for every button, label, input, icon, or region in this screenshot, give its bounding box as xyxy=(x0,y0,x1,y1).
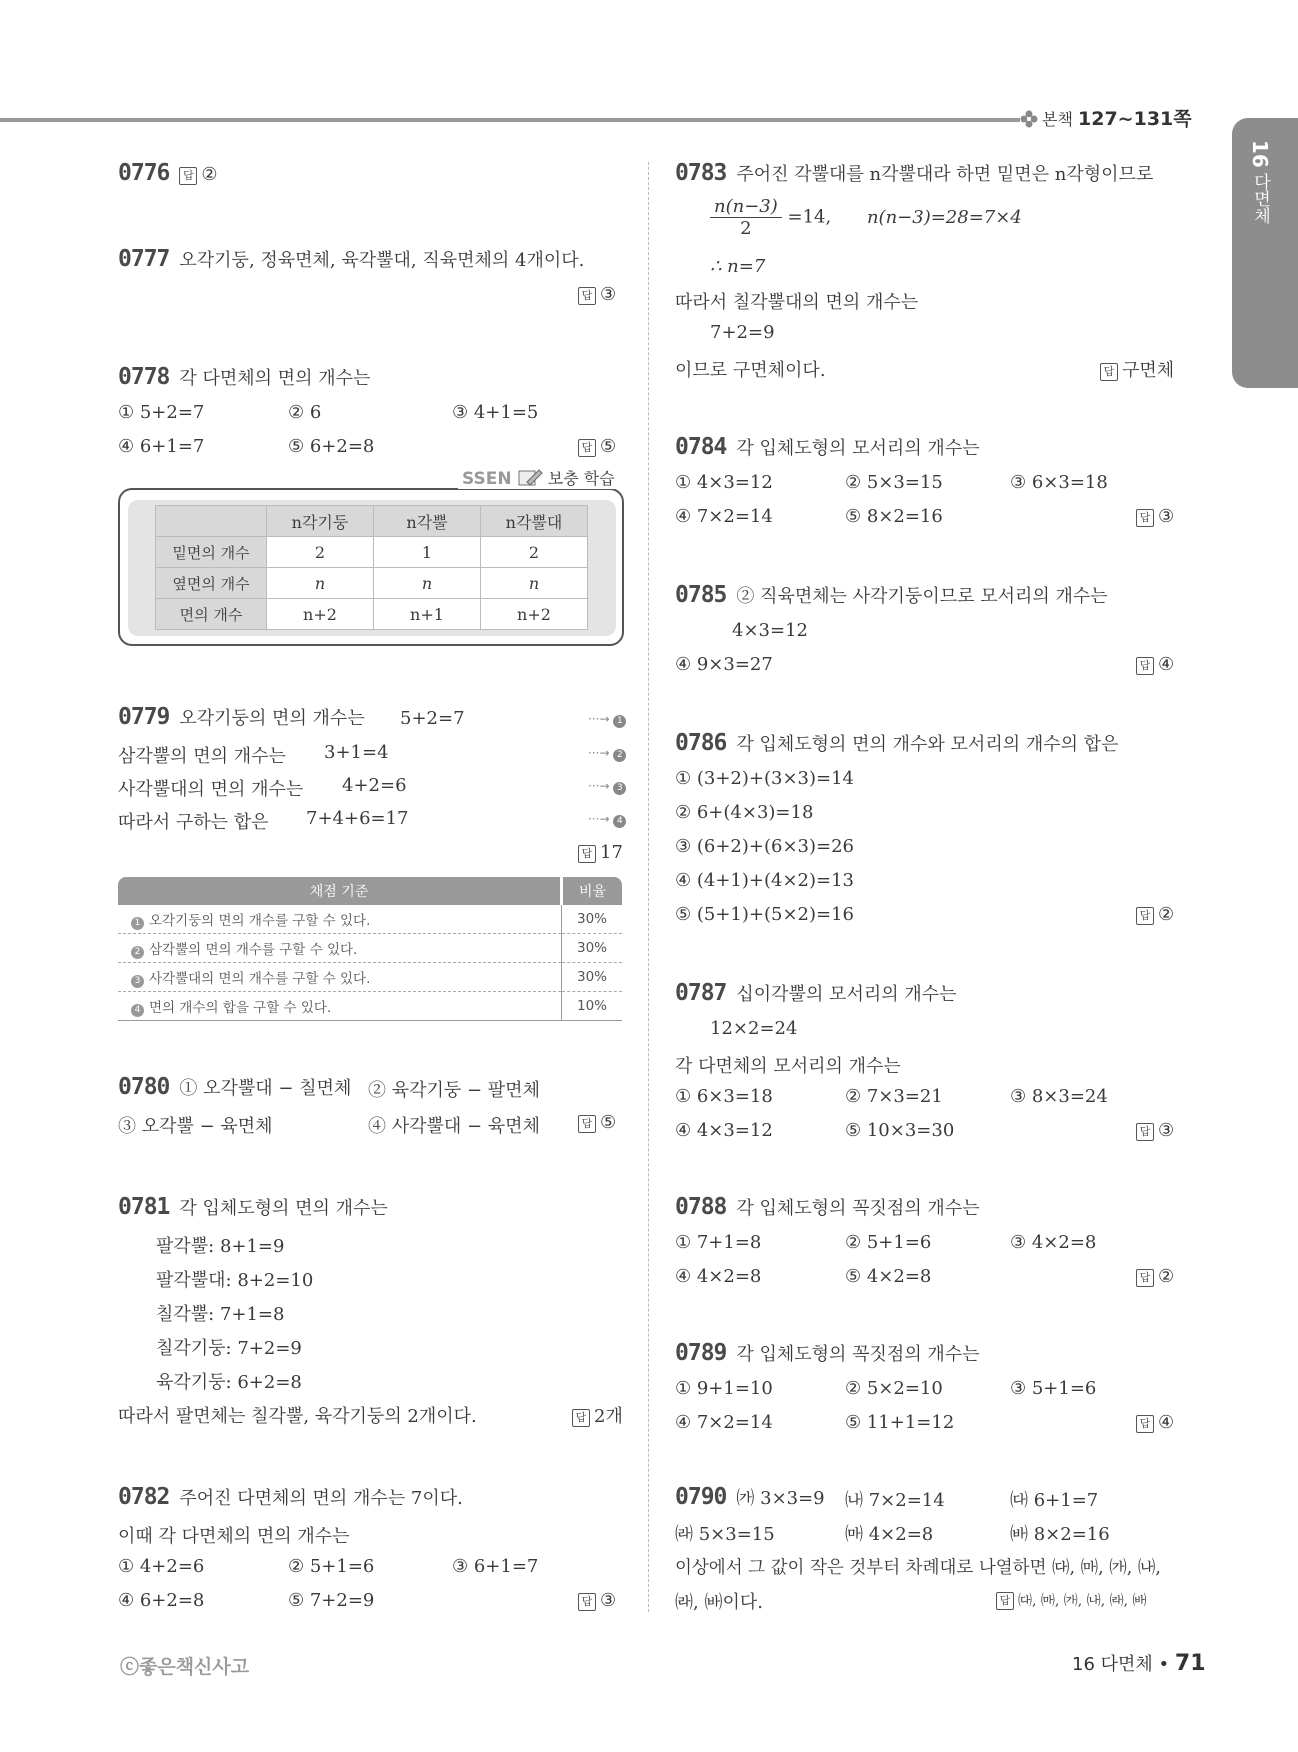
line-2: ㈑, ㈓이다. xyxy=(675,1592,763,1613)
line-4: 칠각기둥: 7+2=9 xyxy=(156,1338,302,1359)
item-b: ㈏ 7×2=14 xyxy=(845,1490,945,1511)
option-4: ④ (4+1)+(4×2)=13 xyxy=(675,870,854,891)
answer-0790: 답 ㈐, ㈒, ㈎, ㈏, ㈑, ㈓ xyxy=(996,1590,1147,1610)
option-5: ⑤ 7+2=9 xyxy=(288,1590,375,1611)
page-footer: 16 다면체 • 71 xyxy=(1072,1651,1206,1676)
line-5: 육각기둥: 6+2=8 xyxy=(156,1372,302,1393)
option-3: ③ 6+1=7 xyxy=(452,1556,539,1577)
line-3: 사각뿔대의 면의 개수는 xyxy=(118,779,304,800)
option-1: ① 4+2=6 xyxy=(118,1556,205,1577)
option-1: ① 5+2=7 xyxy=(118,402,205,423)
line-6: 따라서 팔면체는 칠각뿔, 육각기둥의 2개이다. xyxy=(118,1406,477,1427)
header-rule xyxy=(0,118,1020,122)
option-2: ② 6+(4×3)=18 xyxy=(675,802,814,823)
line-5: 이므로 구면체이다. xyxy=(675,360,826,381)
flower-icon xyxy=(1020,110,1038,128)
calc-3: 4+2=6 xyxy=(342,775,407,796)
row-label: 면의 개수 xyxy=(156,599,267,630)
problem-0783: 0783 주어진 각뿔대를 n각뿔대라 하면 밑면은 n각형이므로 xyxy=(675,160,1154,186)
option-5: ⑤ 4×2=8 xyxy=(845,1266,932,1287)
option-4: ④ 6+2=8 xyxy=(118,1590,205,1611)
problem-0782: 0782 주어진 다면체의 면의 개수는 7이다. xyxy=(118,1484,463,1510)
publisher-logo: ⓒ좋은책신사고 xyxy=(120,1656,250,1678)
line-2: 팔각뿔대: 8+2=10 xyxy=(156,1270,314,1291)
step-marker-1: ···→ 1 xyxy=(588,712,626,728)
option-1: ① 4×3=12 xyxy=(675,472,773,493)
item-f: ㈓ 8×2=16 xyxy=(1010,1524,1110,1545)
header-cell: n각기둥 xyxy=(267,506,374,537)
answer-icon: 답 xyxy=(1136,657,1154,675)
answer-icon: 답 xyxy=(578,287,596,305)
line-2: 각 다면체의 모서리의 개수는 xyxy=(675,1056,901,1077)
option-2: ② 6 xyxy=(288,402,322,423)
answer-icon: 답 xyxy=(1136,509,1154,527)
pencil-note-icon xyxy=(517,468,543,488)
option-5: ⑤ 8×2=16 xyxy=(845,506,943,527)
page-reference: 본책 127~131쪽 xyxy=(1020,104,1192,131)
answer-0779: 답 17 xyxy=(578,842,623,863)
problem-0789: 0789 각 입체도형의 꼭짓점의 개수는 xyxy=(675,1340,980,1366)
option-4: ④ 사각뿔대 − 육면체 xyxy=(368,1116,540,1137)
option-1: ① 7+1=8 xyxy=(675,1232,762,1253)
answer-0789: 답 ④ xyxy=(1136,1412,1174,1433)
answer-icon: 답 xyxy=(578,845,596,863)
column-divider xyxy=(648,162,649,1612)
table-cell: 2 xyxy=(267,537,374,568)
problem-0785: 0785 ② 직육면체는 사각기둥이므로 모서리의 개수는 xyxy=(675,582,1108,608)
answer-icon: 답 xyxy=(1100,363,1118,381)
answer-0782: 답 ③ xyxy=(578,1590,616,1611)
answer-icon: 답 xyxy=(578,1115,596,1133)
problem-0787: 0787 십이각뿔의 모서리의 개수는 xyxy=(675,980,957,1006)
problem-0786: 0786 각 입체도형의 면의 개수와 모서리의 개수의 합은 xyxy=(675,730,1119,756)
option-4: ④ 4×3=12 xyxy=(675,1120,773,1141)
option-4: ④ 7×2=14 xyxy=(675,506,773,527)
line-1: 팔각뿔: 8+1=9 xyxy=(156,1236,285,1257)
answer-icon: 답 xyxy=(996,1592,1014,1610)
calc-1: 5+2=7 xyxy=(400,708,465,729)
option-2: ② 5×2=10 xyxy=(845,1378,943,1399)
answer-0784: 답 ③ xyxy=(1136,506,1174,527)
fraction: $\frac{n(n-3)}{2}$ xyxy=(710,196,782,239)
problem-0790: 0790 ㈎ 3×3=9 xyxy=(675,1484,825,1510)
option-3: ③ 6×3=18 xyxy=(1010,472,1108,493)
table-cell: 2 xyxy=(481,537,588,568)
option-3: ③ 오각뿔 − 육면체 xyxy=(118,1116,273,1137)
corner-cell xyxy=(156,506,267,537)
table-cell: n+2 xyxy=(267,599,374,630)
option-3: ③ 5+1=6 xyxy=(1010,1378,1097,1399)
option-3: ③ 4+1=5 xyxy=(452,402,539,423)
header-cell: n각뿔 xyxy=(374,506,481,537)
header-cell: n각뿔대 xyxy=(481,506,588,537)
problem-0784: 0784 각 입체도형의 모서리의 개수는 xyxy=(675,434,980,460)
ssen-table xyxy=(155,505,588,630)
step-marker-2: ···→ 2 xyxy=(588,746,626,762)
problem-0777: 0777 오각기둥, 정육면체, 육각뿔대, 직육면체의 4개이다. xyxy=(118,246,585,272)
table-cell: 1 xyxy=(374,537,481,568)
option-1: ① 6×3=18 xyxy=(675,1086,773,1107)
table-cell: n xyxy=(374,568,481,599)
answer-0778: 답 ⑤ xyxy=(578,436,616,457)
option-5: ⑤ 6+2=8 xyxy=(288,436,375,457)
line-2: ∴ n=7 xyxy=(710,256,766,277)
option-4: ④ 6+1=7 xyxy=(118,436,205,457)
chapter-tab-label: 16 다면체 xyxy=(1248,140,1272,225)
row-label: 밑면의 개수 xyxy=(156,537,267,568)
line-1: 이상에서 그 값이 작은 것부터 차례대로 나열하면 ㈐, ㈒, ㈎, ㈏, xyxy=(675,1558,1161,1578)
answer-0786: 답 ② xyxy=(1136,904,1174,925)
answer-icon: 답 xyxy=(1136,1415,1154,1433)
option-2: ② 7×3=21 xyxy=(845,1086,943,1107)
table-cell: n xyxy=(481,568,588,599)
option-3: ③ 8×3=24 xyxy=(1010,1086,1108,1107)
option-3: ③ (6+2)+(6×3)=26 xyxy=(675,836,854,857)
problem-0778: 0778 각 다면체의 면의 개수는 xyxy=(118,364,371,390)
ratio-header: 비율 xyxy=(562,877,623,905)
calc-4: 7+4+6=17 xyxy=(306,808,409,829)
item-e: ㈒ 4×2=8 xyxy=(845,1524,934,1545)
option-2: ② 5×3=15 xyxy=(845,472,943,493)
table-cell: n+2 xyxy=(481,599,588,630)
answer-0777: 답 ③ xyxy=(578,284,616,305)
option-1: ① (3+2)+(3×3)=14 xyxy=(675,768,854,789)
option-5: ⑤ 10×3=30 xyxy=(845,1120,955,1141)
answer-icon: 답 xyxy=(1136,1123,1154,1141)
option-2: ② 5+1=6 xyxy=(288,1556,375,1577)
answer-0787: 답 ③ xyxy=(1136,1120,1174,1141)
item-d: ㈑ 5×3=15 xyxy=(675,1524,775,1545)
option-4: ④ 7×2=14 xyxy=(675,1412,773,1433)
option-4: ④ 4×2=8 xyxy=(675,1266,762,1287)
calc-2: 3+1=4 xyxy=(324,742,389,763)
item-c: ㈐ 6+1=7 xyxy=(1010,1490,1099,1511)
line-2: 삼각뿔의 면의 개수는 xyxy=(118,746,286,767)
line-4: 7+2=9 xyxy=(710,322,775,343)
line-3: 칠각뿔: 7+1=8 xyxy=(156,1304,285,1325)
table-cell: n xyxy=(267,568,374,599)
answer-icon: 답 xyxy=(578,439,596,457)
problem-0779: 0779 오각기둥의 면의 개수는 xyxy=(118,704,365,730)
problem-0781: 0781 각 입체도형의 면의 개수는 xyxy=(118,1194,388,1220)
option-5: ⑤ (5+1)+(5×2)=16 xyxy=(675,904,854,925)
answer-icon: 답 xyxy=(578,1593,596,1611)
answer-icon: 답 xyxy=(1136,907,1154,925)
answer-0781: 답 2개 xyxy=(572,1402,623,1428)
option-1: ① 9+1=10 xyxy=(675,1378,773,1399)
line-1: 12×2=24 xyxy=(710,1018,798,1039)
table-cell: n+1 xyxy=(374,599,481,630)
step-marker-4: ···→ 4 xyxy=(588,812,626,828)
equation-0783: $\frac{n(n-3)}{2}$ =14, n(n−3)=28=7×4 xyxy=(710,196,1022,239)
criteria-header: 채점 기준 xyxy=(118,877,562,905)
ssen-title: SSEN 보충 학습 xyxy=(458,466,619,489)
option-2: ② 5+1=6 xyxy=(845,1232,932,1253)
option-2: ② 육각기둥 − 팔면체 xyxy=(368,1080,540,1101)
answer-icon: 답 xyxy=(179,167,197,185)
problem-0776: 0776 답 ② xyxy=(118,160,218,186)
answer-0785: 답 ④ xyxy=(1136,654,1174,675)
line-4: 따라서 구하는 합은 xyxy=(118,812,269,833)
answer-0788: 답 ② xyxy=(1136,1266,1174,1287)
option-5: ⑤ 11+1=12 xyxy=(845,1412,955,1433)
row-label: 옆면의 개수 xyxy=(156,568,267,599)
answer-icon: 답 xyxy=(1136,1269,1154,1287)
problem-0780: 0780 ① 오각뿔대 − 칠면체 xyxy=(118,1074,352,1100)
step-marker-3: ···→ 3 xyxy=(588,779,626,795)
line-1: 이때 각 다면체의 면의 개수는 xyxy=(118,1526,350,1547)
line-1: 4×3=12 xyxy=(732,620,808,641)
grading-criteria-table: 채점 기준 비율 1 오각기둥의 면의 개수를 구할 수 있다. 30% 2 삼각뿔의 면의 개수를 구할 수 있다. 30% 3 사각뿔대의 면의 개수를 구할 수 있다. 30% 4 면의 개수의 합을 구할 수 있다. 10% xyxy=(118,877,622,1021)
answer-0780: 답 ⑤ xyxy=(578,1112,616,1133)
option-3: ③ 4×2=8 xyxy=(1010,1232,1097,1253)
answer-0783: 답 구면체 xyxy=(1100,356,1174,382)
problem-0788: 0788 각 입체도형의 꼭짓점의 개수는 xyxy=(675,1194,980,1220)
line-2: ④ 9×3=27 xyxy=(675,654,773,675)
answer-icon: 답 xyxy=(572,1409,590,1427)
line-3: 따라서 칠각뿔대의 면의 개수는 xyxy=(675,292,919,313)
